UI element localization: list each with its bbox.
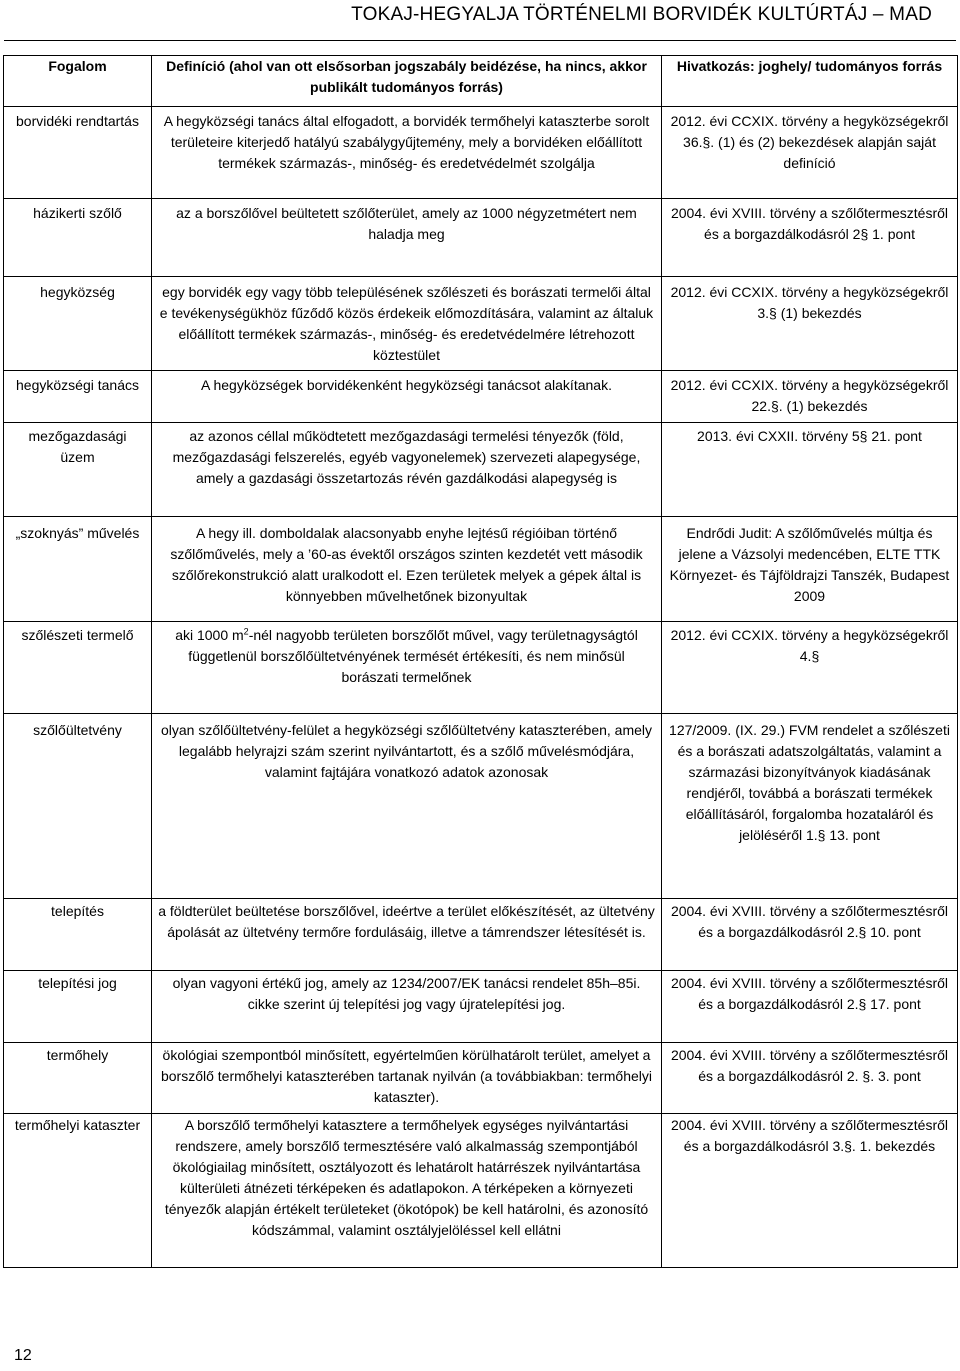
row-term: szőlőültetvény xyxy=(4,714,152,899)
table-row xyxy=(4,371,958,423)
row-term: telepítési jog xyxy=(4,971,152,1043)
row-reference: 2004. évi XVIII. törvény a szőlőtermesztésről és a borgazdálkodásról 2§ 1. pont xyxy=(662,199,958,277)
definition-text: -nél nagyobb területen borszőlőt művel, vagy területnagyságtól függetlenül borszőlőültetvényének termését értékesíti, és nem minősül borászati termelőnek xyxy=(188,627,638,685)
table-header-row xyxy=(4,56,958,107)
table-row xyxy=(4,1114,958,1268)
row-term: termőhely xyxy=(4,1043,152,1114)
superscript-two: 2 xyxy=(243,626,249,637)
page-number: 12 xyxy=(14,1347,32,1364)
row-definition: az a borszőlővel beültetett szőlőterület, amely az 1000 négyzetmétert nem haladja meg xyxy=(152,199,662,277)
row-definition: a földterület beültetése borszőlővel, ideértve a terület előkészítését, az ültetvény ápolását az ültetvény termőre fordulásáig, illetve a támrendszer létesítését is. xyxy=(152,899,662,971)
header-reference: Hivatkozás: joghely/ tudományos forrás xyxy=(662,56,958,107)
header-term: Fogalom xyxy=(4,56,152,107)
row-reference: 2012. évi CCXIX. törvény a hegyközségekről 3.§ (1) bekezdés xyxy=(662,277,958,371)
row-reference: 2004. évi XVIII. törvény a szőlőtermesztésről és a borgazdálkodásról 2.§ 10. pont xyxy=(662,899,958,971)
title-rule xyxy=(4,40,956,41)
definitions-table-top xyxy=(3,55,958,714)
header-definition: Definíció (ahol van ott elsősorban jogszabály beidézése, ha nincs, akkor publikált tudományos forrás) xyxy=(152,56,662,107)
table-row xyxy=(4,107,958,199)
row-reference: Endrődi Judit: A szőlőművelés múltja és jelene a Vázsolyi medencében, ELTE TTK Környezet- és Tájföldrajzi Tanszék, Budapest 2009 xyxy=(662,517,958,622)
row-term: borvidéki rendtartás xyxy=(4,107,152,199)
row-term: termőhelyi kataszter xyxy=(4,1114,152,1268)
row-reference: 2004. évi XVIII. törvény a szőlőtermesztésről és a borgazdálkodásról 3.§. 1. bekezdés xyxy=(662,1114,958,1268)
table-row xyxy=(4,277,958,371)
row-definition: A hegy ill. domboldalak alacsonyabb enyhe lejtésű régióiban történő szőlőművelés, mely a ’60-as évektől országos szinten kezdetét vett második szőlőrekonstrukció alatt uralkodott el. Ezen területek melyek a gépek által is könnyebben művelhetőnek bizonyultak xyxy=(152,517,662,622)
row-definition: egy borvidék egy vagy több településének szőlészeti és borászati termelői által e tevékenységükhöz fűződő közös érdekeik előmozdítására, valamint az általuk előállított termékek származás-, minőség- és eredetvédelmére létrehozott köztestület xyxy=(152,277,662,371)
row-reference: 2004. évi XVIII. törvény a szőlőtermesztésről és a borgazdálkodásról 2. §. 3. pont xyxy=(662,1043,958,1114)
table-row xyxy=(4,1043,958,1114)
row-reference: 127/2009. (IX. 29.) FVM rendelet a szőlészeti és a borászati adatszolgáltatás, valamint a származási bizonyítványok kiadásának rendjéről, továbbá a borászati termékek előállításáról, forgalomba hozataláról és jelöléséről 1.§ 13. pont xyxy=(662,714,958,899)
table-row xyxy=(4,622,958,714)
row-reference: 2012. évi CCXIX. törvény a hegyközségekről 22.§. (1) bekezdés xyxy=(662,371,958,423)
table-row xyxy=(4,971,958,1043)
row-definition: az azonos céllal működtetett mezőgazdasági termelési tényezők (föld, mezőgazdasági felszerelés, egyéb vagyonelemek) szervezeti alapegysége, amely a gazdasági összetartozás révén gazdálkodási alapegység is xyxy=(152,423,662,517)
row-definition: A borszőlő termőhelyi katasztere a termőhelyek egységes nyilvántartási rendszere, amely borszőlő termesztésére való alkalmasság szempontjából ökológiailag minősített, osztályozott és lehatárolt határrészek nyilvántartása külterületi átnézeti térképeken és adatlapokon. A térképeken a környezeti tényezők alapján értékelt területeket (ökotópok) be kell határolni, és azonosító kódszámmal, valamint osztályjelöléssel kell ellátni xyxy=(152,1114,662,1268)
definition-text: aki 1000 m xyxy=(175,627,244,643)
row-reference: 2004. évi XVIII. törvény a szőlőtermesztésről és a borgazdálkodásról 2.§ 17. pont xyxy=(662,971,958,1043)
row-definition: ökológiai szempontból minősített, egyértelműen körülhatárolt terület, amelyet a borszőlő termőhelyi kataszterében tartanak nyilván (a továbbiakban: termőhelyi kataszter). xyxy=(152,1043,662,1114)
running-title: TOKAJ-HEGYALJA TÖRTÉNELMI BORVIDÉK KULTÚRTÁJ – MAD xyxy=(351,4,932,25)
row-reference: 2012. évi CCXIX. törvény a hegyközségekről 36.§. (1) és (2) bekezdések alapján saját definíció xyxy=(662,107,958,199)
row-definition: A hegyközségi tanács által elfogadott, a borvidék termőhelyi kataszterbe sorolt területeire kiterjedő hatályú szabálygyűjtemény, mely a borvidéken előállított termékek származás-, minőség- és eredetvédelmét szolgálja xyxy=(152,107,662,199)
row-term: hegyközség xyxy=(4,277,152,371)
row-reference: 2013. évi CXXII. törvény 5§ 21. pont xyxy=(662,423,958,517)
row-term: szőlészeti termelő xyxy=(4,622,152,714)
row-term: hegyközségi tanács xyxy=(4,371,152,423)
table-row xyxy=(4,517,958,622)
table-row xyxy=(4,899,958,971)
row-definition: A hegyközségek borvidékenként hegyközségi tanácsot alakítanak. xyxy=(152,371,662,423)
row-term: „szoknyás” művelés xyxy=(4,517,152,622)
row-term: mezőgazdasági üzem xyxy=(4,423,152,517)
table-row xyxy=(4,714,958,899)
row-term: házikerti szőlő xyxy=(4,199,152,277)
table-row xyxy=(4,199,958,277)
row-definition xyxy=(152,622,662,714)
row-term: telepítés xyxy=(4,899,152,971)
row-reference: 2012. évi CCXIX. törvény a hegyközségekről 4.§ xyxy=(662,622,958,714)
row-definition: olyan vagyoni értékű jog, amely az 1234/2007/EK tanácsi rendelet 85h–85i. cikke szerint új telepítési jog vagy újratelepítési jog. xyxy=(152,971,662,1043)
definitions-table-bottom xyxy=(3,713,958,1268)
row-definition: olyan szőlőültetvény-felület a hegyközségi szőlőültetvény kataszterében, amely legalább helyrajzi szám szerint nyilvántartott, és a szőlő művelésmódjára, valamint fajtájára vonatkozó adatok azonosak xyxy=(152,714,662,899)
table-row xyxy=(4,423,958,517)
